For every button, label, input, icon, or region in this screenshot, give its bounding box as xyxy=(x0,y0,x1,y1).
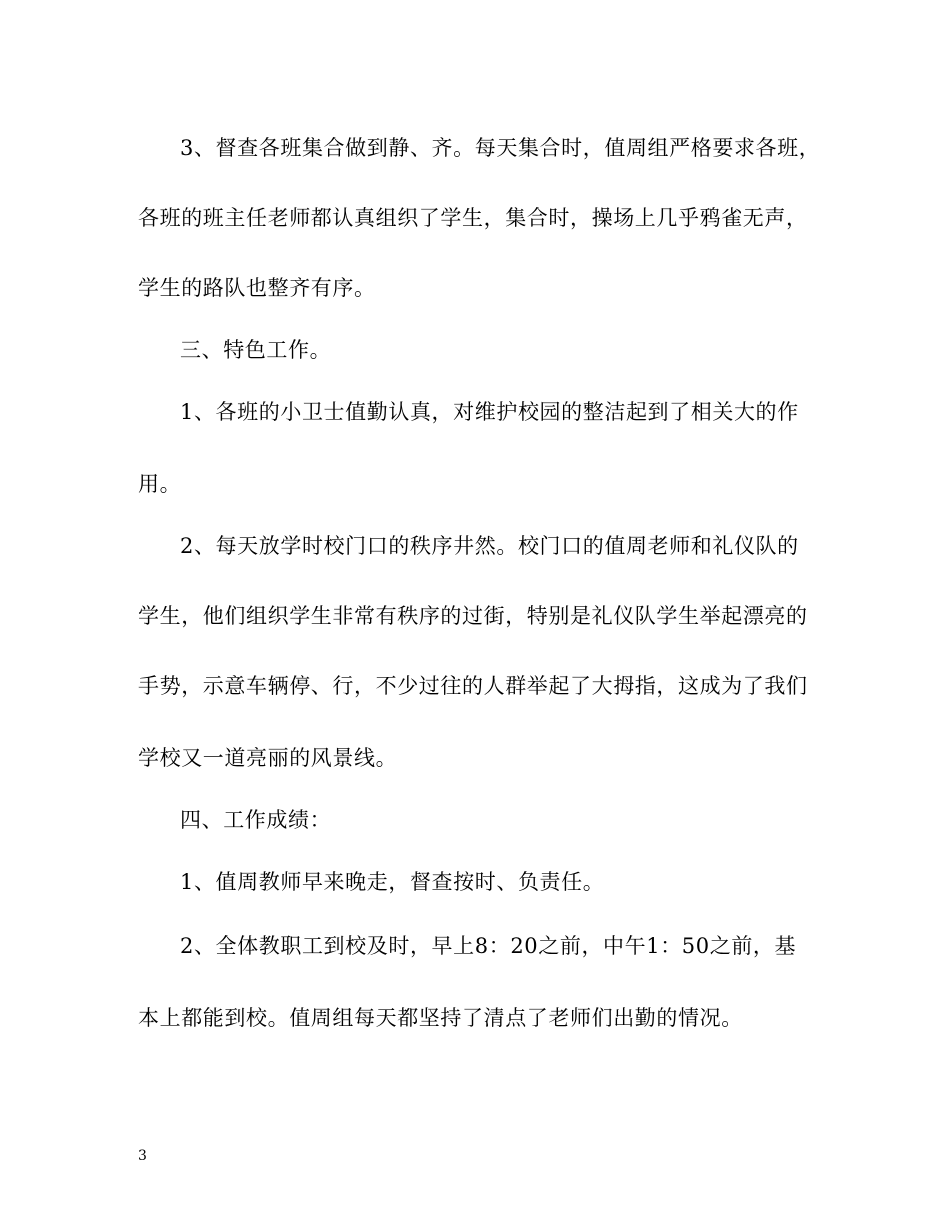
paragraph-line: 1、各班的小卫士值勤认真，对维护校园的整洁起到了相关大的作 xyxy=(180,400,799,424)
paragraph-line: 学生，他们组织学生非常有秩序的过街，特别是礼仪队学生举起漂亮的 xyxy=(138,604,808,628)
section-heading: 三、特色工作。 xyxy=(180,338,332,362)
paragraph-line: 3、督查各班集合做到静、齐。每天集合时，值周组严格要求各班， xyxy=(180,136,821,160)
paragraph-line: 学校又一道亮丽的风景线。 xyxy=(138,746,398,770)
paragraph-line: 2、每天放学时校门口的秩序井然。校门口的值周老师和礼仪队的 xyxy=(180,534,799,558)
paragraph-line: 学生的路队也整齐有序。 xyxy=(138,276,376,300)
paragraph-line: 1、值周教师早来晚走，督查按时、负责任。 xyxy=(180,870,605,894)
paragraph-line: 2、全体教职工到校及时，早上8：20之前，中午1：50之前，基 xyxy=(180,934,797,958)
section-heading: 四、工作成绩： xyxy=(180,808,332,832)
paragraph-line: 用。 xyxy=(138,472,182,496)
page-number: 3 xyxy=(138,1148,147,1164)
paragraph-line: 本上都能到校。值周组每天都坚持了清点了老师们出勤的情况。 xyxy=(138,1006,743,1030)
paragraph-line: 手势，示意车辆停、行，不少过往的人群举起了大拇指，这成为了我们 xyxy=(138,674,808,698)
paragraph-line: 各班的班主任老师都认真组织了学生，集合时，操场上几乎鸦雀无声， xyxy=(138,206,808,230)
